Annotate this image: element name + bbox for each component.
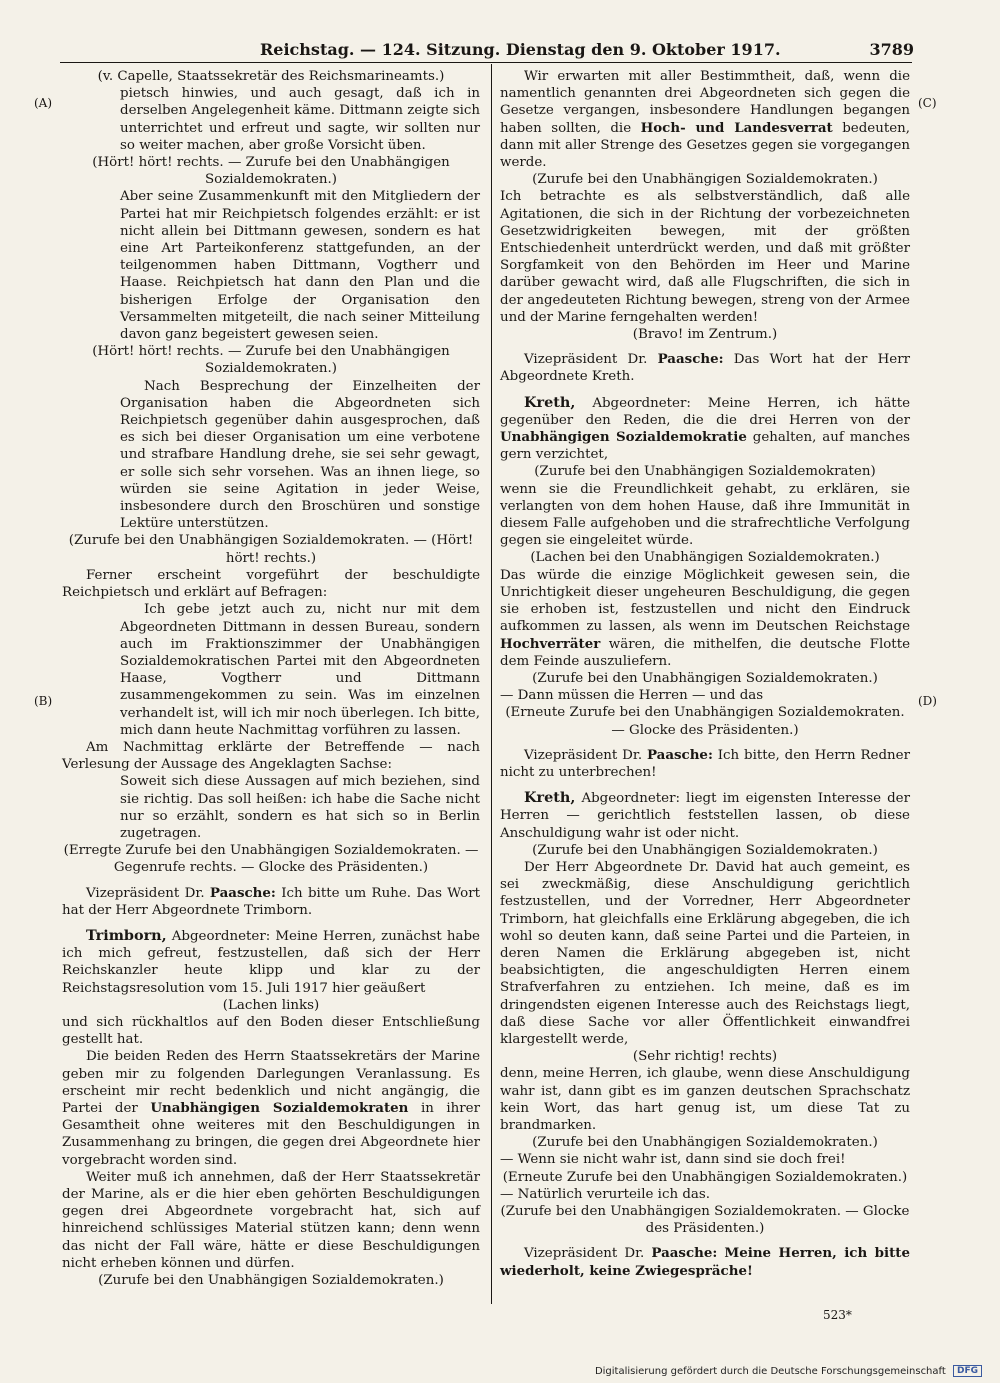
paragraph: Vizepräsident Dr. Paasche: Meine Herren, ich bitte wiederholt, keine Zwiegespräche! bbox=[500, 1245, 910, 1279]
paragraph: Nach Besprechung der Einzelheiten der Organisation haben die Abgeordneten sich Reichpietsch gegenüber dahin ausgesprochen, daß es sich bei dieser Organisation um eine verbotene und strafbare Handlung drehe, sie sei sehr gewagt, er solle sich sehr vorsehen. Was an ihnen liege, so würden sie seine Agitation in jeder Weise, insbesondere durch den Broschüren und sonstige Lektüre unterstützen. bbox=[120, 378, 480, 532]
interjection: (Erneute Zurufe bei den Unabhängigen Sozialdemokraten. — Glocke des Präsidenten.) bbox=[505, 705, 905, 738]
interjection: (v. Capelle, Staatssekretär des Reichsmarineamts.) bbox=[97, 69, 445, 84]
interjection: (Zurufe bei den Unabhängigen Sozialdemokraten.) bbox=[532, 670, 878, 686]
speaker-name: Paasche: bbox=[651, 1245, 718, 1262]
paragraph: Am Nachmittag erklärte der Betreffende — nach Verlesung der Aussage des Angeklagten Sachse: bbox=[62, 739, 480, 773]
running-header bbox=[60, 38, 912, 63]
paragraph: Ferner erscheint vorgeführt der beschuldigte Reichpietsch und erklärt auf Befragen: bbox=[62, 567, 480, 601]
interjection: (Zurufe bei den Unabhängigen Sozialdemokraten) bbox=[534, 464, 876, 480]
interjection: (Hört! hört! rechts. — Zurufe bei den Unabhängigen Sozialdemokraten.) bbox=[92, 155, 450, 188]
paragraph: Aber seine Zusammenkunft mit den Mitgliedern der Partei hat mir Reichpietsch folgendes erzählt: er ist nicht allein bei Dittmann gewesen, sondern es hat eine Art Parteikonferenz stattgefunden, an der teilgenommen haben Dittmann, Vogtherr und Haase. Reichpietsch hat dann den Plan und die bisherigen Erfolge der Organisation den Versammelten mitgeteilt, die nach seiner Mitteilung davon ganz begeistert gewesen seien. bbox=[120, 189, 480, 343]
interjection: (Zurufe bei den Unabhängigen Sozialdemokraten.) bbox=[98, 1273, 444, 1289]
emphasis: Hochverräter bbox=[500, 635, 601, 652]
paragraph: Vizepräsident Dr. Paasche: Ich bitte um Ruhe. Das Wort hat der Herr Abgeordnete Trimborn. bbox=[62, 884, 480, 918]
paragraph: Die beiden Reden des Herrn Staatssekretärs der Marine geben mir zu folgenden Darlegungen Veranlassung. Es erscheint mir recht bedenklich und nicht angängig, die Partei der Unabhängigen Sozialdemokraten in ihrer Gesamtheit ohne weiteres mit den Beschuldigungen in Zusammenhang zu bringen, die gegen drei Abgeordnete hier vorgebracht worden sind. bbox=[62, 1049, 481, 1168]
paragraph: Das würde die einzige Möglichkeit gewesen sein, die Unrichtigkeit dieser ungeheuren Beschuldigung, die gegen sie erhoben ist, festzustellen und nicht den Eindruck aufkommen zu lassen, als wenn im Deutschen Reichstage Hochverräter wären, die mithelfen, die deutsche Flotte dem Feinde auszuliefern. bbox=[500, 567, 910, 669]
paragraph: — Wenn sie nicht wahr ist, dann sind sie doch frei! bbox=[500, 1152, 846, 1168]
paragraph: wenn sie die Freundlichkeit gehabt, zu erklären, sie verlangten von dem hohen Hause, daß ihre Immunität in diesem Falle aufgehoben und die strafrechtliche Verfolgung gegen sie eingeleitet würde. bbox=[500, 481, 910, 549]
paragraph: Trimborn, Abgeordneter: Meine Herren, zunächst habe ich mich gefreut, festzustellen, daß sich der Herr Reichskanzler heute klipp und klar zu der Reichstagsresolution vom 15. Juli 1917 hier geäußert bbox=[62, 926, 480, 996]
paragraph: Ich betrachte es als selbstverständlich, daß alle Agitationen, die sich in der Richtung der vorbezeichneten Gesetzwidrigkeiten bewegen, mit der größten Entschiedenheit unterdrückt werden, und daß mit größter Sorgfamkeit von den Behörden im Heer und Marine darüber gewacht wird, daß alle Flugschriften, die sich in der angedeuteten Richtung bewegen, streng von der Armee und der Marine ferngehalten werden! bbox=[500, 189, 910, 325]
paragraph: Weiter muß ich annehmen, daß der Herr Staatssekretär der Marine, als er die hier eben gehörten Beschuldigungen gegen drei Abgeordnete vorgebracht hat, sich auf hinreichend schlüssiges Material stützen kann; denn wenn das nicht der Fall wäre, hätte er diese Beschuldigungen nicht erheben können und dürfen. bbox=[62, 1169, 480, 1271]
column-divider bbox=[491, 64, 492, 1304]
paragraph: Soweit sich diese Aussagen auf mich beziehen, sind sie richtig. Das soll heißen: ich habe die Sache nicht nur so erzählt, sondern es hat sich so in Berlin zugetragen. bbox=[120, 774, 480, 841]
paragraph: Ich gebe jetzt auch zu, nicht nur mit dem Abgeordneten Dittmann in dessen Bureau, sondern auch im Fraktionszimmer der Unabhängigen Sozialdemokratischen Partei mit den Abgeordneten Haase, Vogtherr und Dittmann zusammengekommen zu sein. Was im einzelnen verhandelt ist, will ich mir noch überlegen. Ich bitte, mich dann heute Nachmittag vorführen zu lassen. bbox=[120, 602, 480, 738]
paragraph: Wir erwarten mit aller Bestimmtheit, daß, wenn die namentlich genannten drei Abgeordneten sich gegen die Gesetze vergangen, insbesondere Handlungen begangen haben sollten, die Hoch- und Landesverrat bedeuten, dann mit aller Strenge des Gesetzes gegen sie vorgegangen werde. bbox=[500, 69, 911, 171]
digitization-credit bbox=[595, 1365, 982, 1377]
emphasis: Meine Herren, ich bitte wiederholt, keine Zwiegespräche! bbox=[500, 1245, 910, 1279]
emphasis: Unabhängigen Sozialdemokraten bbox=[150, 1099, 409, 1116]
interjection: (Erregte Zurufe bei den Unabhängigen Sozialdemokraten. — Gegenrufe rechts. — Glocke des Präsidenten.) bbox=[63, 843, 479, 876]
paragraph: und sich rückhaltlos auf den Boden dieser Entschließung gestellt hat. bbox=[62, 1014, 480, 1048]
margin-mark-b: (B) bbox=[34, 694, 53, 708]
interjection: (Zurufe bei den Unabhängigen Sozialdemokraten.) bbox=[532, 1135, 878, 1151]
margin-mark-c: (C) bbox=[918, 96, 937, 110]
interjection: (Sehr richtig! rechts) bbox=[632, 1049, 778, 1065]
margin-mark-a: (A) bbox=[34, 96, 53, 110]
interjection: (Hört! hört! rechts. — Zurufe bei den Unabhängigen Sozialdemokraten.) bbox=[92, 344, 450, 377]
interjection: (Erneute Zurufe bei den Unabhängigen Sozialdemokraten.) bbox=[502, 1169, 908, 1185]
paragraph: Vizepräsident Dr. Paasche: Das Wort hat der Herr Abgeordnete Kreth. bbox=[500, 351, 910, 385]
interjection: (Zurufe bei den Unabhängigen Sozialdemokraten.) bbox=[532, 172, 878, 188]
page-number: 3789 bbox=[869, 40, 914, 59]
paragraph: — Dann müssen die Herren — und das bbox=[500, 688, 764, 704]
speaker-name: Paasche: bbox=[646, 746, 713, 763]
paragraph: pietsch hinwies, und auch gesagt, daß ich in derselben Angelegenheit käme. Dittmann zeigte sich unterrichtet und erfreut und sagte, wir sollten nur so weiter machen, aber große Vorsicht üben. bbox=[120, 86, 480, 153]
speaker-name: Paasche: bbox=[657, 351, 724, 368]
emphasis: Hoch- und Landesverrat bbox=[640, 119, 833, 136]
right-column bbox=[500, 68, 910, 1280]
interjection: (Lachen links) bbox=[222, 997, 320, 1013]
interjection: (Zurufe bei den Unabhängigen Sozialdemokraten. — Glocke des Präsidenten.) bbox=[500, 1204, 910, 1237]
signature-mark: 523* bbox=[823, 1308, 852, 1322]
paragraph: Kreth, Abgeordneter: Meine Herren, ich hätte gegenüber den Reden, die die drei Herren von der Unabhängigen Sozialdemokratie gehalten, auf manches gern verzichtet, bbox=[500, 393, 910, 463]
paragraph: Der Herr Abgeordnete Dr. David hat auch gemeint, es sei zweckmäßig, diese Anschuldigung gerichtlich festzustellen, und der Vorredner, Herr Abgeordneter Trimborn, hat gleichfalls eine Erklärung abgegeben, die ich wohl so deuten kann, daß seine Partei und die Parteien, in deren Namen die Erklärung abgegeben ist, nicht beabsichtigten, die angeschuldigten Herren einem Strafverfahren zu entziehen. Ich meine, daß es im dringendsten eigenen Interesse auch des Reichstags liegt, daß diese Sache vor aller Öffentlichkeit einwandfrei klargestellt werde, bbox=[500, 859, 910, 1047]
speaker-name: Paasche: bbox=[209, 884, 276, 901]
running-title: Reichstag. — 124. Sitzung. Dienstag den 9. Oktober 1917. bbox=[260, 40, 781, 59]
paragraph: — Natürlich verurteile ich das. bbox=[500, 1186, 711, 1202]
interjection: (Bravo! im Zentrum.) bbox=[632, 327, 778, 343]
speaker-name: Kreth, bbox=[524, 393, 576, 411]
dfg-logo: DFG bbox=[953, 1365, 982, 1377]
paragraph: Vizepräsident Dr. Paasche: Ich bitte, den Herrn Redner nicht zu unterbrechen! bbox=[500, 746, 911, 780]
interjection: (Lachen bei den Unabhängigen Sozialdemokraten.) bbox=[530, 550, 880, 566]
left-column bbox=[62, 68, 480, 1289]
credit-text: Digitalisierung gefördert durch die Deutsche Forschungsgemeinschaft bbox=[594, 1366, 946, 1377]
margin-mark-d: (D) bbox=[918, 694, 937, 708]
speaker-name: Trimborn, bbox=[86, 926, 167, 944]
interjection: (Zurufe bei den Unabhängigen Sozialdemokraten.) bbox=[532, 842, 878, 858]
speaker-name: Kreth, bbox=[524, 789, 576, 807]
paragraph: denn, meine Herren, ich glaube, wenn diese Anschuldigung wahr ist, dann gibt es im ganzen deutschen Sprachschatz kein Wort, das hart genug ist, um diese Tat zu brandmarken. bbox=[500, 1066, 910, 1133]
interjection: (Zurufe bei den Unabhängigen Sozialdemokraten. — (Hört! hört! rechts.) bbox=[68, 533, 474, 566]
paragraph: Kreth, Abgeordneter: liegt im eigensten Interesse der Herren — gerichtlich feststellen lassen, ob diese Anschuldigung wahr ist oder nicht. bbox=[500, 789, 910, 841]
emphasis: Unabhängigen Sozialdemokratie bbox=[500, 429, 747, 446]
